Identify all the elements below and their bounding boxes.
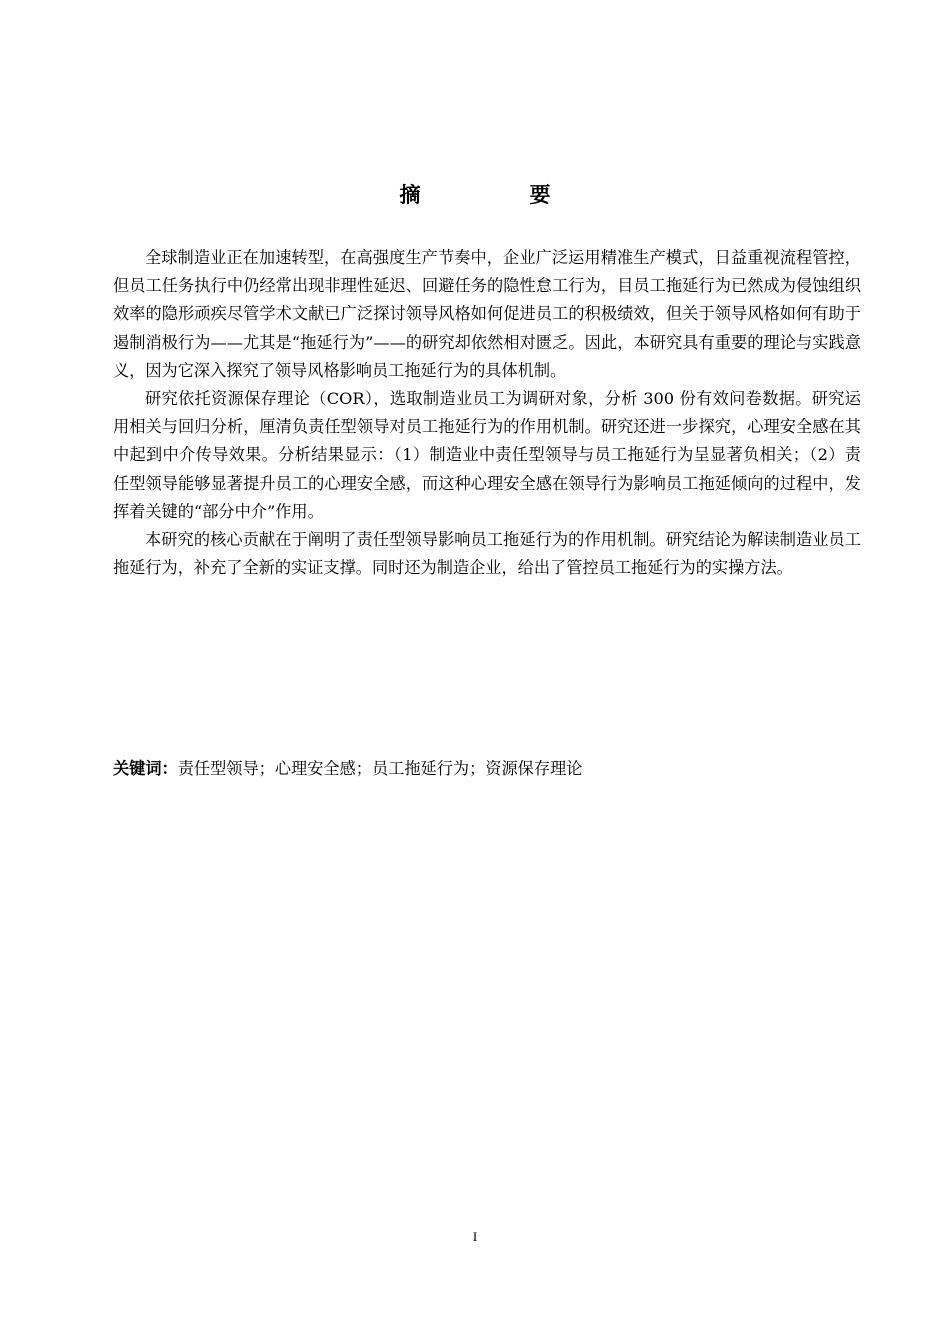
keywords-line (113, 755, 861, 783)
page-title: 摘 要 (399, 183, 595, 207)
abstract-paragraph-1: 全球制造业正在加速转型，在高强度生产节奏中，企业广泛运用精准生产模式，日益重视流程管控，但员工任务执行中仍经常出现非理性延迟、回避任务的隐性怠工行为，目员工拖延行为已然成为侵蚀组织效率的隐形顽疾尽管学术文献已广泛探讨领导风格如何促进员工的积极绩效，但关于领导风格如何有助于遏制消极行为——尤其是“拖延行为”——的研究却依然相对匮乏。因此，本研究具有重要的理论与实践意义，因为它深入探究了领导风格影响员工拖延行为的具体机制。 (113, 248, 861, 380)
keywords-text: 责任型领导；心理安全感；员工拖延行为；资源保存理论 (177, 759, 583, 778)
keywords-label: 关键词： (113, 759, 178, 778)
abstract-body (113, 244, 861, 582)
abstract-paragraph-3: 本研究的核心贡献在于阐明了责任型领导影响员工拖延行为的作用机制。研究结论为解读制造业员工拖延行为，补充了全新的实证支撑。同时还为制造企业，给出了管控员工拖延行为的实操方法。 (113, 530, 861, 578)
abstract-paragraph-2: 研究依托资源保存理论（COR），选取制造业员工为调研对象，分析 300 份有效问卷数据。研究运用相关与回归分析，厘清负责任型领导对员工拖延行为的作用机制。研究还进一步探究，心理安全感在其中起到中介传导效果。分析结果显示：（1）制造业中责任型领导与员工拖延行为呈显著负相关；（2）责任型领导能够显著提升员工的心理安全感，而这种心理安全感在领导行为影响员工拖延倾向的过程中，发挥着关键的“部分中介”作用。 (113, 389, 861, 521)
page-number: I (472, 1229, 478, 1244)
